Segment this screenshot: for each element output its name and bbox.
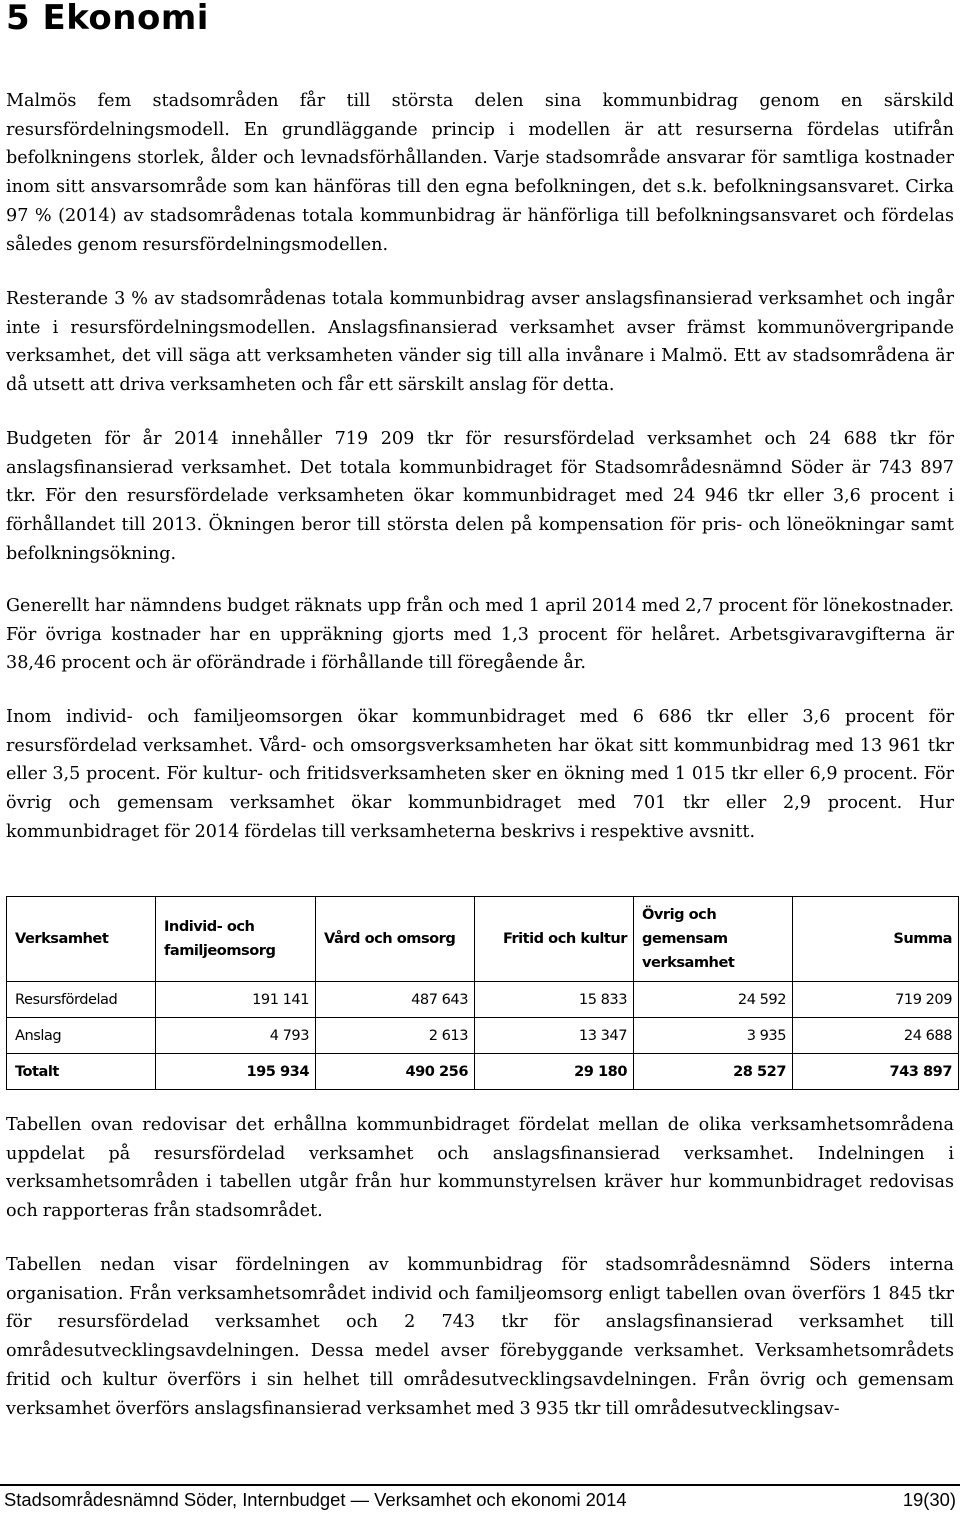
- table-cell: 3 935: [634, 1018, 793, 1054]
- footer-page-number: 19(30): [902, 1489, 956, 1510]
- table-cell: 15 833: [475, 982, 634, 1018]
- column-header: Individ- och familjeomsorg: [156, 897, 316, 982]
- column-header: Övrig och gemensam verksamhet: [634, 897, 793, 982]
- column-header: Fritid och kultur: [475, 897, 634, 982]
- table-cell: 24 688: [793, 1018, 959, 1054]
- paragraph-table-explanation: Tabellen ovan redovisar det erhållna kommunbidraget fördelat mellan de olika verksamhetsområdena uppdelat på resursfördelad verksamhet och anslagsfinansierad verksamhet. Indelningen i verksamhetsområden i tabellen utgår från hur kommunstyrelsen kräver hur kommunbidraget redovisas och rapporteras från stadsområdet.: [6, 1115, 954, 1222]
- table-cell: 13 347: [475, 1018, 634, 1054]
- section-heading: 5 Ekonomi: [6, 0, 209, 38]
- table-cell: 4 793: [156, 1018, 316, 1054]
- table-cell: 2 613: [316, 1018, 475, 1054]
- paragraph-internal-organisation: Tabellen nedan visar fördelningen av kommunbidrag för stadsområdesnämnd Söders interna organisation. Från verksamhetsområdet individ och familjeomsorg enligt tabellen ovan överförs 1 845 tkr för resursfördelad verksamhet och 2 743 tkr för anslagsfinansierad verksamhet till områdesutvecklingsavdelningen. Dessa medel avser förebyggande verksamhet. Verksamhetsområdets fritid och kultur överförs i sin helhet till områdesutvecklingsavdelningen. Från övrig och gemensam verksamhet överförs anslagsfinansierad verksamhet med 3 935 tkr till områdesutvecklingsav-: [6, 1255, 954, 1419]
- column-header: Summa: [793, 897, 959, 982]
- row-label: Anslag: [7, 1018, 156, 1054]
- table-row: [7, 1018, 959, 1054]
- table-header-row: [7, 897, 959, 982]
- table-cell: 743 897: [793, 1054, 959, 1090]
- paragraph-resource-model: Malmös fem stadsområden får till största delen sina kommunbidrag genom en särskild resursfördelningsmodell. En grundläggande princip i modellen är att resurserna fördelas utifrån befolkningens storlek, ålder och levnadsförhållanden. Varje stadsområde ansvarar för samtliga kostnader inom sitt ansvarsområde som kan hänföras till den egna befolkningen, det s.k. befolkningsansvaret. Cirka 97 % (2014) av stadsområdenas totala kommunbidrag är hänförliga till befolkningsansvaret och fördelas således genom resursfördelningsmodellen.: [6, 91, 954, 255]
- table-cell: 719 209: [793, 982, 959, 1018]
- budget-table: [6, 896, 959, 1090]
- row-label: Totalt: [7, 1054, 156, 1090]
- table-cell: 28 527: [634, 1054, 793, 1090]
- table-cell: 29 180: [475, 1054, 634, 1090]
- table-cell: 195 934: [156, 1054, 316, 1090]
- table-cell: 191 141: [156, 982, 316, 1018]
- table-cell: 24 592: [634, 982, 793, 1018]
- table-cell: 490 256: [316, 1054, 475, 1090]
- paragraph-indexation: Generellt har nämndens budget räknats upp från och med 1 april 2014 med 2,7 procent för lönekostnader. För övriga kostnader har en uppräkning gjorts med 1,3 procent för helåret. Arbetsgivaravgifterna är 38,46 procent och är oförändrade i förhållande till föregående år.: [6, 596, 954, 674]
- footer-divider: [0, 1484, 960, 1486]
- row-label: Resursfördelad: [7, 982, 156, 1018]
- paragraph-budget-2014: Budgeten för år 2014 innehåller 719 209 tkr för resursfördelad verksamhet och 24 688 tkr för anslagsfinansierad verksamhet. Det totala kommunbidraget för Stadsområdesnämnd Söder är 743 897 tkr. För den resursfördelade verksamheten ökar kommunbidraget med 24 946 tkr eller 3,6 procent i förhållandet till 2013. Ökningen beror till största delen på kompensation för pris- och löneökningar samt befolkningsökning.: [6, 429, 954, 564]
- table-row: [7, 982, 959, 1018]
- footer-document-title: Stadsområdesnämnd Söder, Internbudget — Verksamhet och ekonomi 2014: [4, 1489, 627, 1510]
- column-header: Vård och omsorg: [316, 897, 475, 982]
- table-cell: 487 643: [316, 982, 475, 1018]
- paragraph-area-increases: Inom individ- och familjeomsorgen ökar kommunbidraget med 6 686 tkr eller 3,6 procent för resursfördelad verksamhet. Vård- och omsorgsverksamheten har ökat sitt kommunbidrag med 13 961 tkr eller 3,5 procent. För kultur- och fritidsverksamheten sker en ökning med 1 015 tkr eller 6,9 procent. För övrig och gemensam verksamhet ökar kommunbidraget med 701 tkr eller 2,9 procent. Hur kommunbidraget för 2014 fördelas till verksamheterna beskrivs i respektive avsnitt.: [6, 707, 954, 842]
- table-total-row: [7, 1054, 959, 1090]
- column-header: Verksamhet: [7, 897, 156, 982]
- paragraph-appropriation: Resterande 3 % av stadsområdenas totala kommunbidrag avser anslagsfinansierad verksamhet och ingår inte i resursfördelningsmodellen. Anslagsfinansierad verksamhet avser främst kommunövergripande verksamhet, det vill säga att verksamheten vänder sig till alla invånare i Malmö. Ett av stadsområdena är då utsett att driva verksamheten och får ett särskilt anslag för detta.: [6, 289, 954, 396]
